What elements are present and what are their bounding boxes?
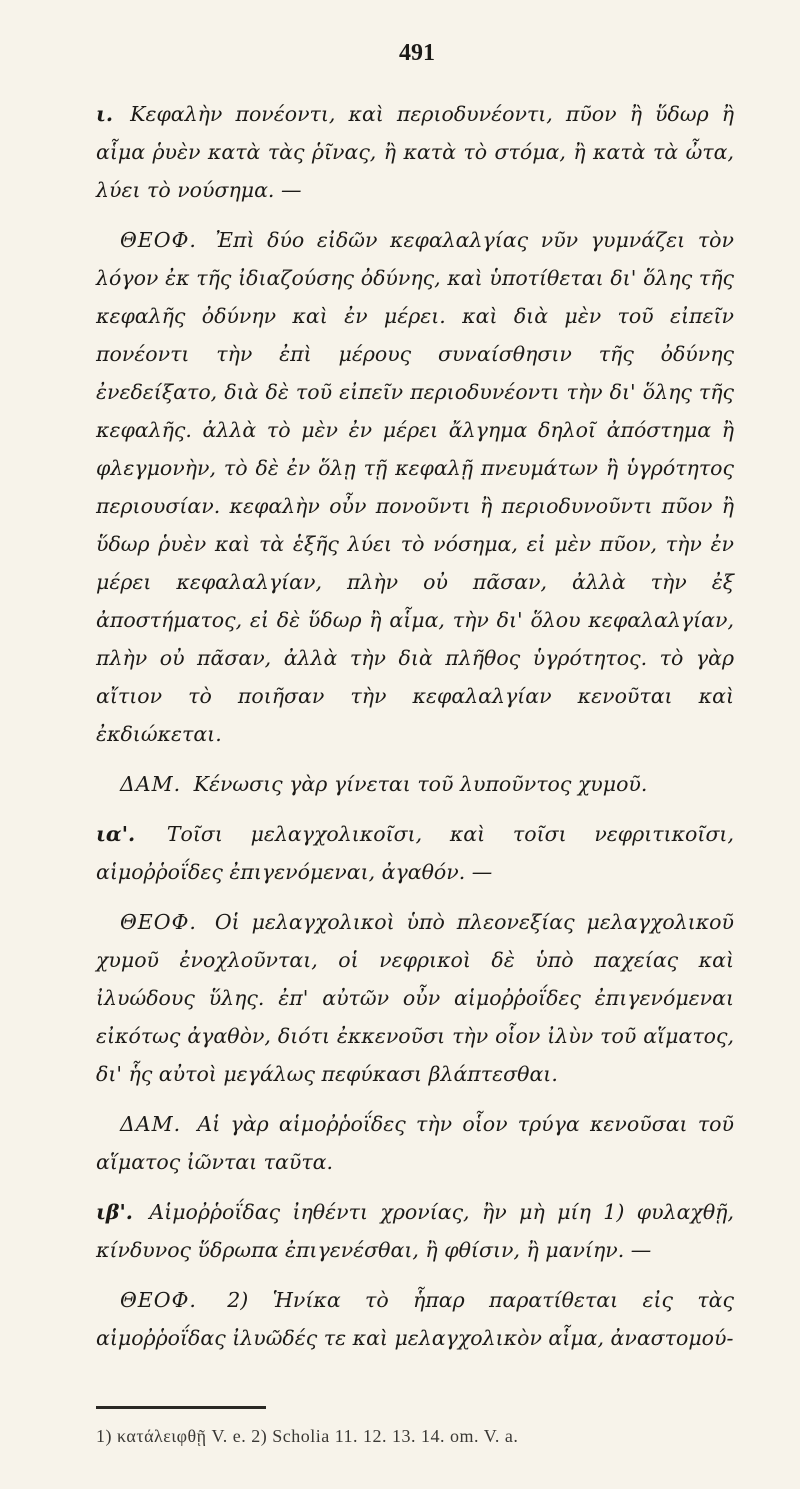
speaker-label: ΘΕΟΦ. bbox=[120, 228, 197, 252]
aphorism-number: ιβ'. bbox=[96, 1200, 133, 1224]
aphorism-text: Κεφαλὴν πονέοντι, καὶ περιοδυνέοντι, πῦον ἢ ὕδωρ ἢ αἷμα ῥυὲν κατὰ τὰς ῥῖνας, ἢ κατὰ τὸ στόμα, ἢ κατὰ τὰ ὦτα, λύει τὸ νούσημα. — bbox=[96, 102, 734, 202]
speaker-label: ΔΑΜ. bbox=[120, 1112, 182, 1136]
footnote: 1) κατάλειφθῇ V. e. 2) Scholia 11. 12. 13. 14. om. V. a. bbox=[96, 1426, 519, 1446]
aphorism-number: ι. bbox=[96, 102, 114, 126]
aphorism-text: Τοῖσι μελαγχολικοῖσι, καὶ τοῖσι νεφριτικοῖσι, αἱμοῤῥοΐδες ἐπιγενόμεναι, ἀγαθόν. — bbox=[96, 822, 734, 884]
page-number: 491 bbox=[399, 40, 435, 66]
commentary-paragraph bbox=[96, 221, 734, 753]
commentary-text: Αἱ γὰρ αἱμοῤῥοΐδες τὴν οἷον τρύγα κενοῦσαι τοῦ αἵματος ἰῶνται ταῦτα. bbox=[96, 1112, 734, 1174]
aphorism-paragraph bbox=[96, 95, 734, 209]
commentary-paragraph bbox=[96, 765, 734, 803]
speaker-label: ΘΕΟΦ. bbox=[120, 1288, 197, 1312]
commentary-text: Οἱ μελαγχολικοὶ ὑπὸ πλεονεξίας μελαγχολικοῦ χυμοῦ ἐνοχλοῦνται, οἱ νεφρικοὶ δὲ ὑπὸ παχείας καὶ ἰλυώδους ὕλης. ἐπ' αὐτῶν οὖν αἱμοῤῥοΐδες ἐπιγενόμεναι εἰκότως ἀγαθὸν, διότι ἐκκενοῦσι τὴν οἷον ἰλὺν τοῦ αἵματος, δι' ἧς αὐτοὶ μεγάλως πεφύκασι βλάπτεσθαι. bbox=[96, 910, 734, 1086]
commentary-paragraph bbox=[96, 1281, 734, 1357]
commentary-paragraph bbox=[96, 903, 734, 1093]
aphorism-text: Αἱμοῤῥοΐδας ἰηθέντι χρονίας, ἢν μὴ μίη 1) φυλαχθῇ, κίνδυνος ὕδρωπα ἐπιγενέσθαι, ἢ φθίσιν, ἢ μανίην. — bbox=[96, 1200, 734, 1262]
aphorism-paragraph bbox=[96, 815, 734, 891]
speaker-label: ΘΕΟΦ. bbox=[120, 910, 197, 934]
aphorism-paragraph bbox=[96, 1193, 734, 1269]
commentary-text: Κένωσις γὰρ γίνεται τοῦ λυποῦντος χυμοῦ. bbox=[193, 772, 648, 796]
commentary-text: Ἐπὶ δύο εἰδῶν κεφαλαλγίας νῦν γυμνάζει τὸν λόγον ἐκ τῆς ἰδιαζούσης ὀδύνης, καὶ ὑποτίθεται δι' ὅλης τῆς κεφαλῆς ὀδύνην καὶ ἐν μέρει. καὶ διὰ μὲν τοῦ εἰπεῖν πονέοντι τὴν ἐπὶ μέρους συναίσθησιν τῆς ὀδύνης ἐνεδείξατο, διὰ δὲ τοῦ εἰπεῖν περιοδυνέοντι τὴν δι' ὅλης τῆς κεφαλῆς. ἀλλὰ τὸ μὲν ἐν μέρει ἄλγημα δηλοῖ ἀπόστημα ἢ φλεγμονὴν, τὸ δὲ ἐν ὅλῃ τῇ κεφαλῇ πνευμάτων ἢ ὑγρότητος περιουσίαν. κεφαλὴν οὖν πονοῦντι ἢ περιοδυνοῦντι πῦον ἢ ὕδωρ ῥυὲν καὶ τὰ ἑξῆς λύει τὸ νόσημα, εἰ μὲν πῦον, τὴν ἐν μέρει κεφαλαλγίαν, πλὴν οὐ πᾶσαν, ἀλλὰ τὴν ἐξ ἀποστήματος, εἰ δὲ ὕδωρ ἢ αἷμα, τὴν δι' ὅλου κεφαλαλγίαν, πλὴν οὐ πᾶσαν, ἀλλὰ τὴν διὰ πλῆθος ὑγρότητος. τὸ γὰρ αἴτιον τὸ ποιῆσαν τὴν κεφαλαλγίαν κενοῦται καὶ ἐκδιώκεται. bbox=[96, 228, 734, 746]
commentary-text: 2) Ἡνίκα τὸ ἧπαρ παρατίθεται εἰς τὰς αἱμοῤῥοΐδας ἰλυῶδές τε καὶ μελαγχολικὸν αἷμα, ἀναστομού- bbox=[96, 1288, 734, 1350]
footnote-divider bbox=[96, 1406, 266, 1409]
commentary-paragraph bbox=[96, 1105, 734, 1181]
speaker-label: ΔΑΜ. bbox=[120, 772, 182, 796]
aphorism-number: ια'. bbox=[96, 822, 136, 846]
